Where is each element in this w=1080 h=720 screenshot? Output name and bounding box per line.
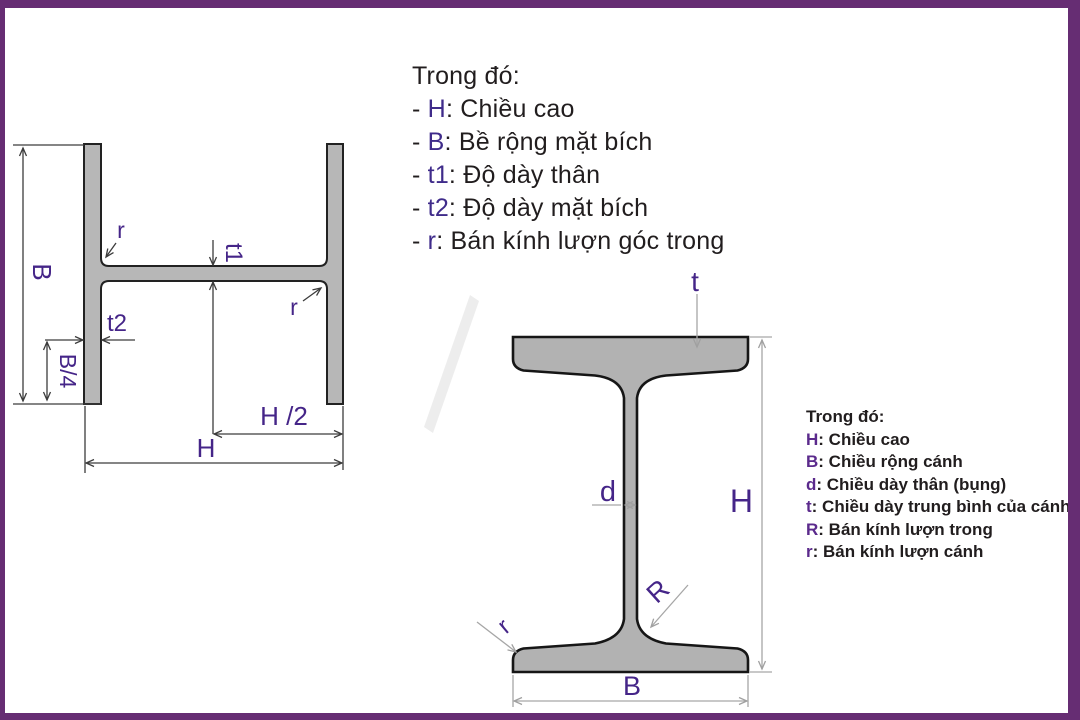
label-r: r — [492, 613, 516, 640]
label-t1: t1 — [220, 242, 247, 264]
legend-i-item-R — [806, 519, 1070, 542]
legend-i-beam — [806, 406, 1070, 564]
term-text: : Độ dày thân — [448, 161, 601, 189]
legend-i-item-d — [806, 474, 1070, 497]
label-B: B — [27, 263, 57, 281]
dash: - — [412, 95, 428, 123]
term-letter-t: t — [806, 497, 812, 516]
label-B: B — [622, 671, 642, 701]
dash: - — [412, 161, 428, 189]
label-R: R — [640, 573, 676, 609]
label-r-bottom: r — [290, 294, 298, 320]
term-letter-t1: t1 — [427, 161, 449, 189]
term-text: : Bề rộng mặt bích — [444, 128, 653, 156]
term-letter-B: B — [427, 128, 445, 156]
term-text: : Bán kính lượn góc trong — [436, 227, 725, 255]
term-text: : Chiều dày thân (bụng) — [816, 474, 1007, 494]
i-beam-diagram — [477, 266, 772, 707]
legend-h-item-r — [412, 225, 725, 258]
dash: - — [412, 227, 428, 255]
faint-shadow-artifact — [424, 295, 479, 433]
term-letter-r: r — [427, 227, 437, 255]
dash: - — [412, 194, 428, 222]
legend-i-title: Trong đó: — [806, 407, 885, 426]
dash: - — [412, 128, 428, 156]
legend-h-beam — [412, 60, 725, 258]
label-t2: t2 — [106, 310, 128, 337]
term-text: : Chiều cao — [818, 429, 910, 449]
legend-h-item-t2 — [412, 192, 725, 225]
term-text: : Chiều rộng cánh — [818, 452, 963, 471]
term-letter-d: d — [806, 474, 817, 494]
h-beam-diagram — [13, 144, 343, 473]
leader-r-top — [106, 243, 116, 257]
term-text: : Độ dày mặt bích — [448, 194, 649, 222]
term-letter-R: R — [806, 519, 819, 539]
term-letter-H: H — [806, 429, 819, 449]
label-d: d — [599, 476, 617, 508]
legend-h-item-H — [412, 93, 725, 126]
term-text: : Bán kính lượn cánh — [812, 542, 984, 561]
legend-i-item-H — [806, 429, 1070, 452]
term-letter-H: H — [427, 95, 446, 123]
term-text: : Bán kính lượn trong — [818, 519, 993, 539]
legend-i-item-t — [806, 496, 1070, 519]
legend-i-item-r — [806, 541, 1070, 564]
label-t: t — [691, 266, 699, 297]
leader-r-bottom — [303, 288, 321, 301]
legend-h-title: Trong đó: — [412, 62, 520, 90]
label-H2: H /2 — [260, 401, 308, 431]
term-letter-B: B — [806, 452, 819, 471]
term-letter-r: r — [806, 542, 813, 561]
term-text: : Chiều cao — [445, 95, 575, 123]
legend-h-item-B — [412, 126, 725, 159]
term-text: : Chiều dày trung bình của cánh — [811, 497, 1071, 516]
label-H: H — [729, 483, 753, 519]
label-B4: B/4 — [55, 353, 81, 389]
term-letter-t2: t2 — [427, 194, 449, 222]
legend-i-item-B — [806, 451, 1070, 474]
label-H: H — [196, 433, 216, 463]
legend-h-item-t1 — [412, 159, 725, 192]
label-r-top: r — [117, 217, 125, 243]
